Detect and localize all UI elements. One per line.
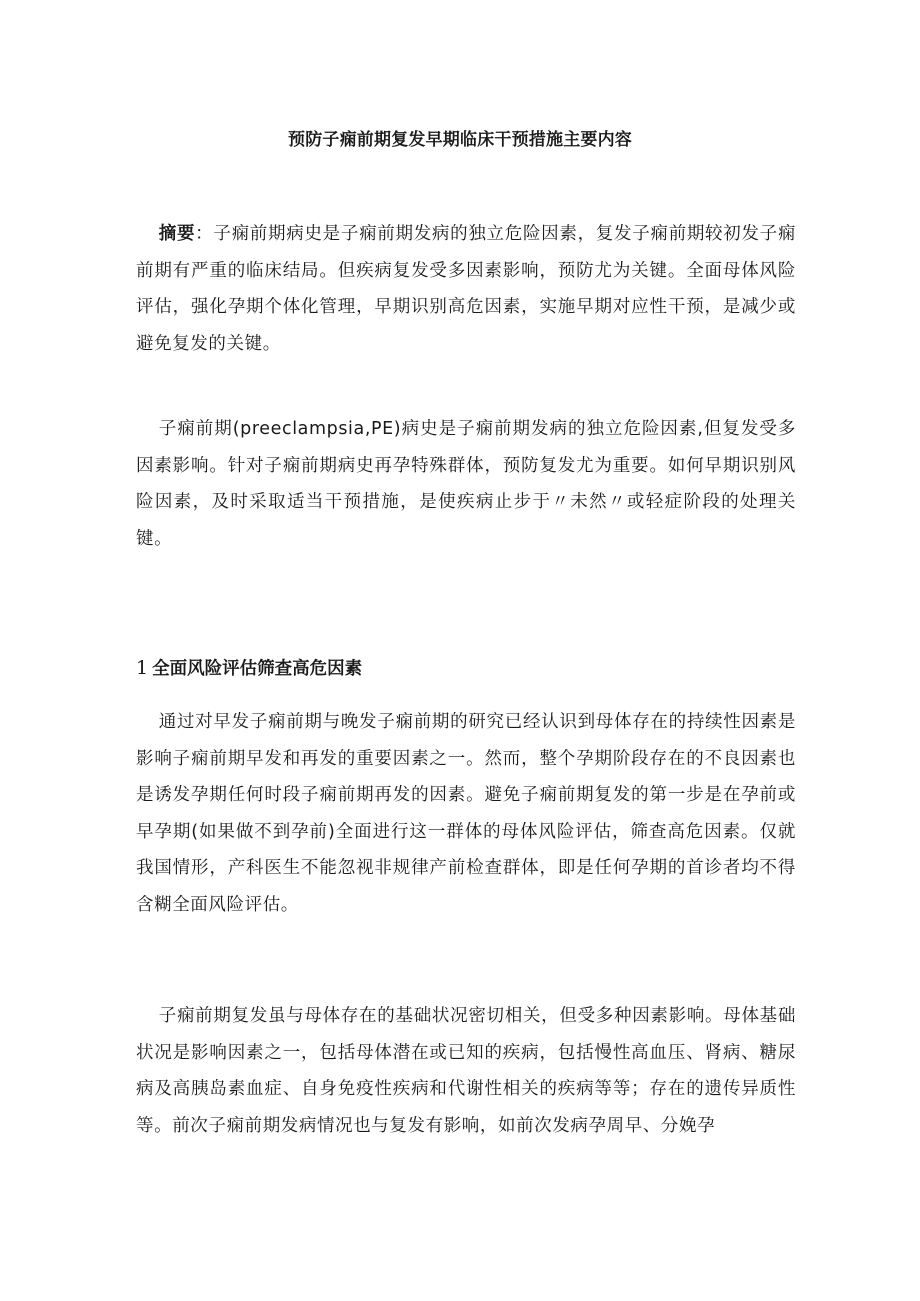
abstract-text: 子痫前期病史是子痫前期发病的独立危险因素，复发子痫前期较初发子痫前期有严重的临床结局。但疾病复发受多因素影响，预防尤为关键。全面母体风险评估，强化孕期个体化管理，早期识别高危因素，实施早期对应性干预，是减少或避免复发的关键。 [136,224,796,354]
document-title: 预防子痫前期复发早期临床干预措施主要内容 [288,130,632,150]
intro-paragraph: 子痫前期(preeclampsia,PE)病史是子痫前期发病的独立危险因素,但复发受多因素影响。针对子痫前期病史再孕特殊群体，预防复发尤为重要。如何早期识别风险因素，及时采取适当干预措施，是使疾病止步于〃未然〃或轻症阶段的处理关键。 [136,419,796,549]
section-paragraph: 子痫前期复发虽与母体存在的基础状况密切相关，但受多种因素影响。母体基础状况是影响因素之一，包括母体潜在或已知的疾病，包括慢性高血压、肾病、糖尿病及高胰岛素血症、自身免疫性疾病和代谢性相关的疾病等等；存在的遗传异质性等。前次子痫前期发病情况也与复发有影响，如前次发病孕周早、分娩孕 [136,1006,796,1136]
abstract-paragraph [136,216,796,362]
section-number: 1 [136,657,149,679]
abstract-label: 摘要 [158,224,196,244]
abstract-colon: ： [195,224,214,244]
section-paragraph: 通过对早发子痫前期与晚发子痫前期的研究已经认识到母体存在的持续性因素是影响子痫前期早发和再发的重要因素之一。然而，整个孕期阶段存在的不良因素也是诱发孕期任何时段子痫前期再发的因素。避免子痫前期复发的第一步是在孕前或早孕期(如果做不到孕前)全面进行这一群体的母体风险评估，筛查高危因素。仅就我国情形，产科医生不能忽视非规律产前检查群体，即是任何孕期的首诊者均不得含糊全面风险评估。 [136,712,796,915]
section-heading [136,655,796,682]
section-heading-text: 全面风险评估筛查高危因素 [152,659,363,679]
